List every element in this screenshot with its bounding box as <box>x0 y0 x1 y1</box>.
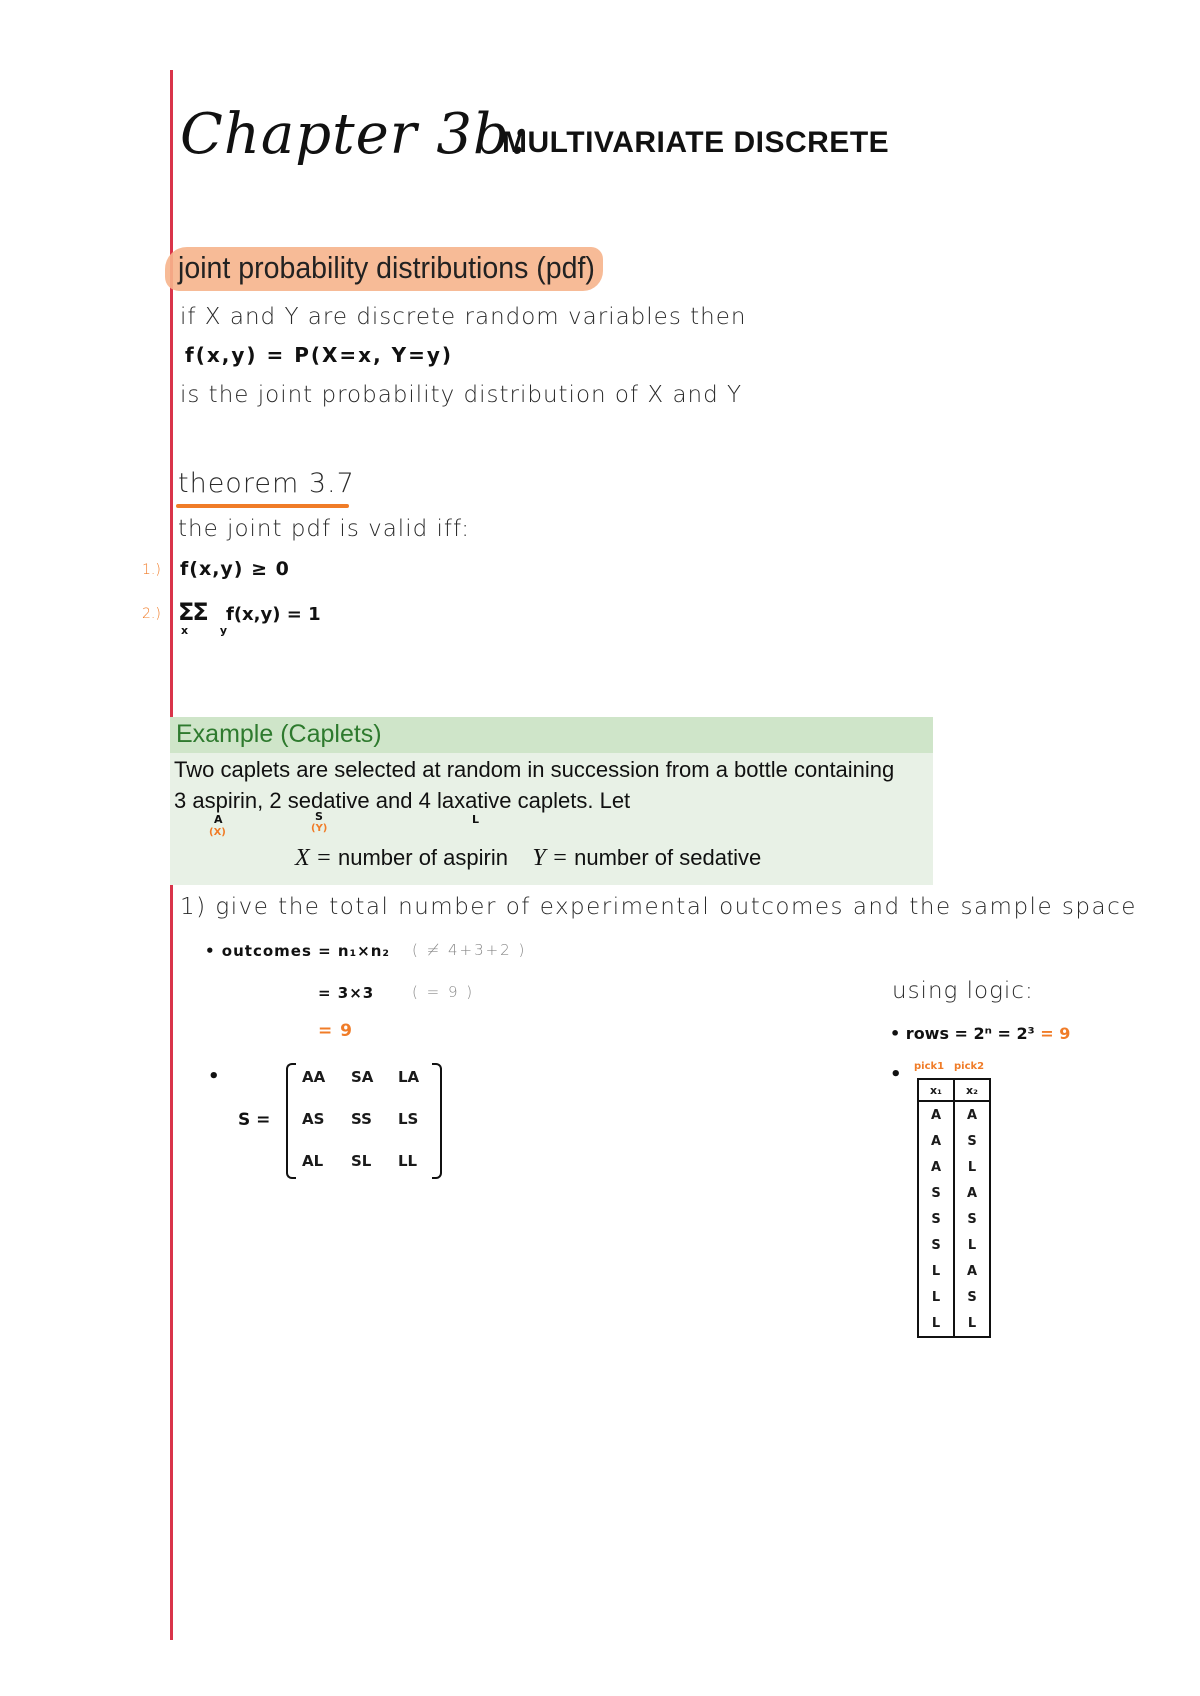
outcomes-line: • outcomes = n₁×n₂ <box>205 942 390 960</box>
table-cell: A <box>954 1101 990 1128</box>
table-header-row <box>918 1079 990 1101</box>
sample-outcome: AA <box>302 1068 326 1086</box>
chapter-title: Chapter 3b: <box>180 102 530 167</box>
table-row <box>918 1284 990 1310</box>
logic-heading: using logic: <box>892 978 1034 1004</box>
variable-definitions <box>295 845 761 872</box>
outcomes-step: = 3×3 <box>318 984 375 1002</box>
annotation-l: L <box>472 813 480 826</box>
table-cell: A <box>918 1101 954 1128</box>
definition-line-2: is the joint probability distribution of X and Y <box>180 382 743 408</box>
table-cell: L <box>954 1232 990 1258</box>
sample-outcome: AL <box>302 1152 324 1170</box>
table-cell: L <box>918 1258 954 1284</box>
table-cell: S <box>954 1284 990 1310</box>
annotation-s: S <box>315 810 323 823</box>
sample-space-bullet: • <box>208 1066 220 1087</box>
example-title: Example (Caplets) <box>176 720 382 748</box>
theorem-intro: the joint pdf is valid iff: <box>178 516 471 542</box>
table-cell: L <box>918 1310 954 1337</box>
definition-line: if X and Y are discrete random variables then <box>180 304 747 330</box>
rows-expression: • rows = 2ⁿ = 2³ <box>890 1024 1035 1043</box>
table-cell: A <box>918 1154 954 1180</box>
table-row <box>918 1206 990 1232</box>
table-cell: S <box>918 1206 954 1232</box>
table-row <box>918 1101 990 1128</box>
table-row <box>918 1258 990 1284</box>
table-cell: S <box>954 1206 990 1232</box>
example-box <box>170 717 933 885</box>
rows-result: = 9 <box>1040 1024 1071 1043</box>
table-bullet: • <box>890 1064 902 1085</box>
table-row <box>918 1128 990 1154</box>
column-header-x2: x₂ <box>954 1079 990 1101</box>
sample-outcome: LS <box>398 1110 419 1128</box>
table-cell: S <box>954 1128 990 1154</box>
sample-outcome: LA <box>398 1068 420 1086</box>
table-cell: A <box>918 1128 954 1154</box>
table-cell: A <box>954 1180 990 1206</box>
outcomes-note: ( ≠ 4+3+2 ) <box>412 941 527 959</box>
double-sum-symbol: ΣΣ <box>178 598 207 626</box>
y-definition: number of sedative <box>574 845 762 870</box>
theorem-heading: theorem 3.7 <box>178 468 355 499</box>
table-cell: S <box>918 1180 954 1206</box>
sample-outcome: LL <box>398 1152 418 1170</box>
theorem-underline <box>176 504 349 508</box>
table-row <box>918 1310 990 1337</box>
section-heading: joint probability distributions (pdf) <box>178 250 595 285</box>
sample-outcome: SA <box>351 1068 374 1086</box>
example-header <box>170 717 933 753</box>
annotation-x: (X) <box>209 827 226 838</box>
y-label: Y = <box>532 845 568 871</box>
joint-pdf-formula: f(x,y) = P(X=x, Y=y) <box>185 343 454 367</box>
condition-1: f(x,y) ≥ 0 <box>180 558 290 580</box>
table-cell: L <box>918 1284 954 1310</box>
condition-number-2: 2.) <box>142 606 161 622</box>
left-brace <box>286 1063 296 1179</box>
table-row <box>918 1154 990 1180</box>
outcomes-step-note: ( = 9 ) <box>412 983 475 1001</box>
table-row <box>918 1232 990 1258</box>
pick1-label: pick1 <box>914 1061 945 1072</box>
outcomes-result: = 9 <box>318 1021 353 1041</box>
outcome-table <box>917 1078 991 1338</box>
sample-outcome: AS <box>302 1110 325 1128</box>
question-1: 1) give the total number of experimental outcomes and the sample space <box>180 894 1137 920</box>
chapter-subtitle: MULTIVARIATE DISCRETE <box>502 126 890 159</box>
right-brace <box>432 1063 442 1179</box>
column-header-x1: x₁ <box>918 1079 954 1101</box>
example-text-2: 3 aspirin, 2 sedative and 4 laxative caplets. Let <box>174 788 631 813</box>
table-cell: A <box>954 1258 990 1284</box>
x-definition: number of aspirin <box>337 845 508 870</box>
double-sum-indices: x y <box>181 624 242 637</box>
table-cell: S <box>918 1232 954 1258</box>
table-cell: L <box>954 1310 990 1337</box>
annotation-a: A <box>214 813 223 826</box>
rows-formula <box>890 1024 1070 1043</box>
example-text-1: Two caplets are selected at random in succession from a bottle containing <box>174 757 895 782</box>
annotation-y: (Y) <box>311 823 328 834</box>
table-row <box>918 1180 990 1206</box>
sample-outcome: SL <box>351 1152 372 1170</box>
x-label: X = <box>295 845 332 871</box>
sample-outcome: SS <box>351 1110 372 1128</box>
sample-space-label: S = <box>238 1110 271 1130</box>
condition-number-1: 1.) <box>142 562 161 578</box>
condition-2: f(x,y) = 1 <box>226 604 321 625</box>
table-cell: L <box>954 1154 990 1180</box>
pick2-label: pick2 <box>954 1061 985 1072</box>
